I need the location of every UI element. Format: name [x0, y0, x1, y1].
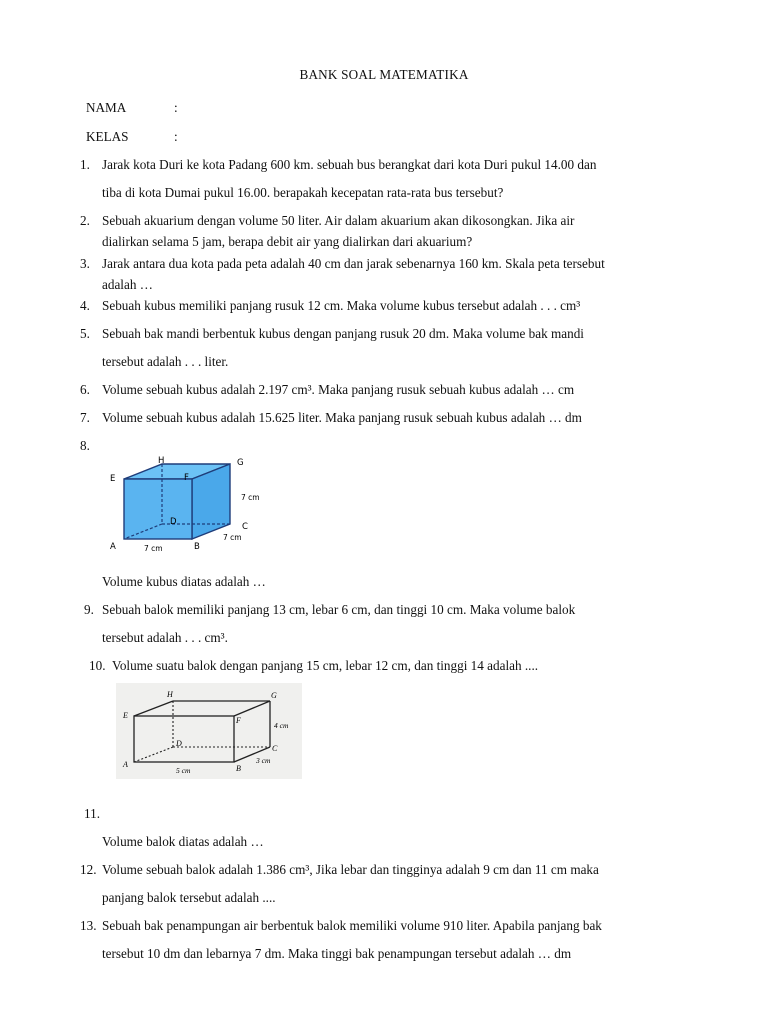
cube-front-face — [124, 479, 192, 539]
vertex-label-c: C — [272, 744, 278, 753]
dimension-width: 7 cm — [144, 544, 163, 553]
question-text-line: tersebut 10 dm dan lebarnya 7 dm. Maka tinggi bak penampungan tersebut adalah … dm — [102, 946, 572, 961]
q11-caption: Volume balok diatas adalah … — [102, 834, 264, 849]
question-number: 1. — [80, 157, 90, 172]
name-label: NAMA — [86, 100, 127, 115]
vertex-label-b: B — [236, 764, 241, 773]
vertex-label-e: E — [123, 711, 128, 720]
q8-caption: Volume kubus diatas adalah … — [102, 574, 266, 589]
question-text-line: Jarak kota Duri ke kota Padang 600 km. sebuah bus berangkat dari kota Duri pukul 14.00 dan — [102, 157, 597, 172]
question-text-line: tersebut adalah . . . liter. — [102, 354, 229, 369]
name-separator: : — [174, 100, 178, 115]
vertex-label-e: E — [110, 474, 116, 484]
question-text-line: Volume sebuah kubus adalah 2.197 cm³. Maka panjang rusuk sebuah kubus adalah … cm — [102, 382, 575, 397]
question-number: 7. — [80, 410, 90, 425]
question-text-line: Sebuah bak penampungan air berbentuk balok memiliki volume 910 liter. Apabila panjang bak — [102, 918, 602, 933]
question-number: 4. — [80, 298, 90, 313]
document-title: BANK SOAL MATEMATIKA — [299, 67, 469, 82]
vertex-label-h: H — [158, 456, 165, 466]
class-separator: : — [174, 129, 178, 144]
block-figure — [116, 683, 302, 779]
dimension-height: 4 cm — [274, 721, 289, 730]
question-number: 13. — [80, 918, 97, 933]
vertex-label-g: G — [271, 691, 277, 700]
question-text-line: tersebut adalah . . . cm³. — [102, 630, 228, 645]
dimension-length: 5 cm — [176, 766, 191, 775]
question-text-line: dialirkan selama 5 jam, berapa debit air yang dialirkan dari akuarium? — [102, 234, 473, 249]
cube-diagram — [104, 455, 264, 559]
vertex-label-a: A — [110, 542, 116, 552]
question-text-line: Jarak antara dua kota pada peta adalah 40 cm dan jarak sebenarnya 160 km. Skala peta tersebut — [102, 256, 605, 271]
question-number: 2. — [80, 213, 90, 228]
dimension-depth: 3 cm — [256, 756, 271, 765]
vertex-label-d: D — [170, 517, 177, 527]
dimension-depth: 7 cm — [223, 533, 242, 542]
question-text-line: Sebuah akuarium dengan volume 50 liter. Air dalam akuarium akan dikosongkan. Jika air — [102, 213, 575, 228]
question-number: 12. — [80, 862, 97, 877]
vertex-label-a: A — [123, 760, 128, 769]
vertex-label-h: H — [167, 690, 173, 699]
class-label: KELAS — [86, 129, 129, 144]
vertex-label-b: B — [194, 542, 200, 552]
vertex-label-f: F — [236, 716, 241, 725]
question-text-line: Volume suatu balok dengan panjang 15 cm, lebar 12 cm, dan tinggi 14 adalah .... — [112, 658, 539, 673]
question-text-line: Sebuah kubus memiliki panjang rusuk 12 cm. Maka volume kubus tersebut adalah . . . cm³ — [102, 298, 581, 313]
question-number: 6. — [80, 382, 90, 397]
question-number: 5. — [80, 326, 90, 341]
question-text-line: Volume sebuah balok adalah 1.386 cm³, Jika lebar dan tingginya adalah 9 cm dan 11 cm maka — [102, 862, 599, 877]
vertex-label-d: D — [176, 739, 182, 748]
question-number: 8. — [80, 438, 90, 453]
block-diagram — [116, 683, 302, 779]
vertex-label-c: C — [242, 522, 248, 532]
name-field — [86, 100, 178, 116]
question-number: 9. — [84, 602, 94, 617]
question-text-line: tiba di kota Dumai pukul 16.00. berapakah kecepatan rata-rata bus tersebut? — [102, 185, 504, 200]
question-text-line: Sebuah bak mandi berbentuk kubus dengan panjang rusuk 20 dm. Maka volume bak mandi — [102, 326, 584, 341]
question-text-line: adalah … — [102, 277, 153, 292]
question-number: 11. — [84, 806, 100, 821]
cube-figure — [104, 455, 264, 559]
vertex-label-g: G — [237, 458, 244, 468]
question-text-line: Sebuah balok memiliki panjang 13 cm, lebar 6 cm, dan tinggi 10 cm. Maka volume balok — [102, 602, 576, 617]
dimension-height: 7 cm — [241, 493, 260, 502]
question-number: 3. — [80, 256, 90, 271]
vertex-label-f: F — [184, 473, 189, 483]
question-number: 10. — [89, 658, 106, 673]
question-text-line: Volume sebuah kubus adalah 15.625 liter. Maka panjang rusuk sebuah kubus adalah … dm — [102, 410, 582, 425]
class-field — [86, 129, 178, 145]
question-text-line: panjang balok tersebut adalah .... — [102, 890, 276, 905]
